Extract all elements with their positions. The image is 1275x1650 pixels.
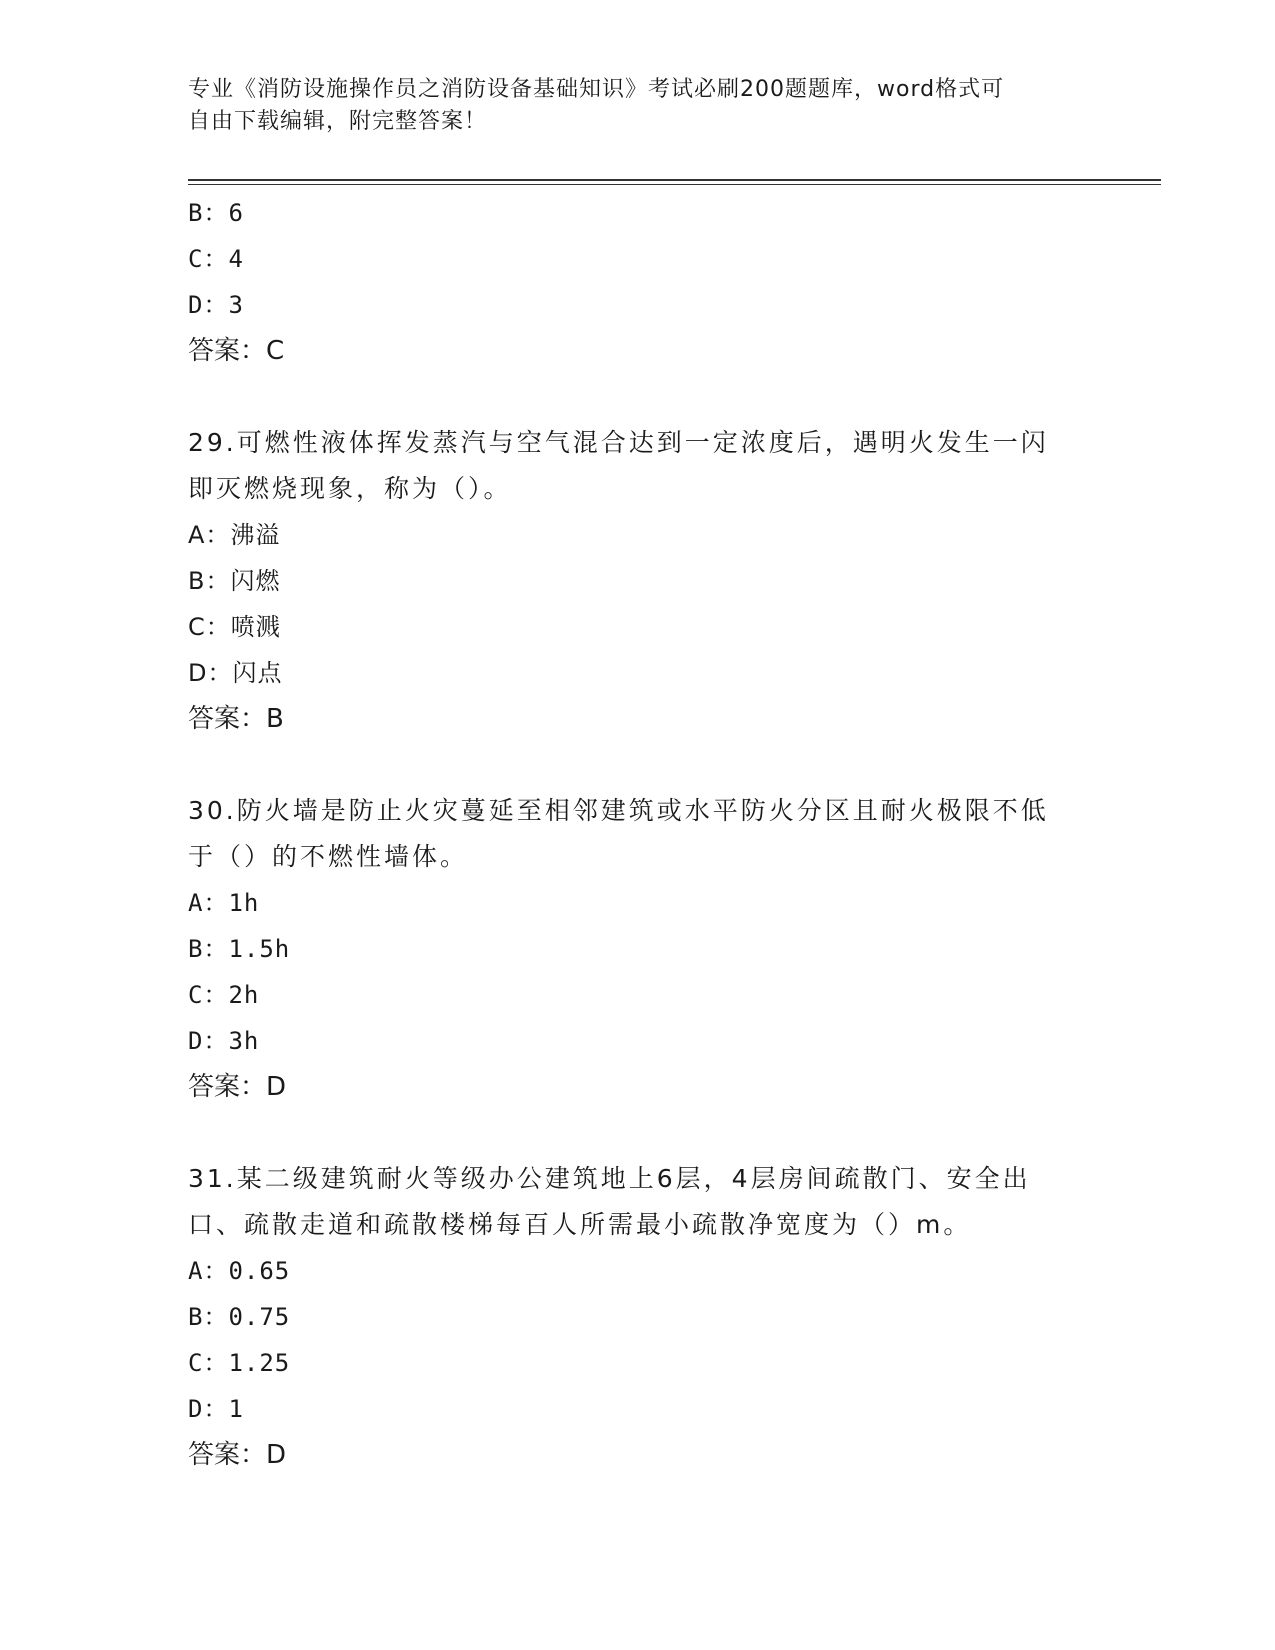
option-c: C：喷溅 [188, 613, 281, 641]
option-d: D：3 [188, 291, 244, 319]
question-31 [188, 1156, 1088, 1478]
option-b: B：6 [188, 199, 244, 227]
question-30 [188, 788, 1088, 1110]
answer: 答案：D [188, 1072, 287, 1102]
option-d: D：闪点 [188, 659, 283, 687]
question-text-line-2: 即灭燃烧现象，称为（）。 [188, 474, 512, 503]
option-a: A：沸溢 [188, 521, 281, 549]
question-text-line-2: 于（）的不燃性墙体。 [188, 842, 469, 871]
answer: 答案：D [188, 1440, 287, 1470]
option-a: A：0.65 [188, 1257, 291, 1285]
question-list [188, 190, 1088, 1478]
answer: 答案：B [188, 704, 284, 734]
question-text-line-1: 30.防火墙是防止火灾蔓延至相邻建筑或水平防火分区且耐火极限不低 [188, 796, 1049, 825]
option-b: B：0.75 [188, 1303, 291, 1331]
question-text-line-1: 29.可燃性液体挥发蒸汽与空气混合达到一定浓度后，遇明火发生一闪 [188, 428, 1049, 457]
option-d: D：3h [188, 1027, 260, 1055]
question-text-line-2: 口、疏散走道和疏散楼梯每百人所需最小疏散净宽度为（）m。 [188, 1210, 972, 1239]
header-line-1: 专业《消防设施操作员之消防设备基础知识》考试必刷200题题库，word格式可 [188, 77, 1005, 102]
option-c: C：4 [188, 245, 244, 273]
option-d: D：1 [188, 1395, 244, 1423]
option-c: C：2h [188, 981, 260, 1009]
answer: 答案：C [188, 336, 285, 366]
question-text-line-1: 31.某二级建筑耐火等级办公建筑地上6层，4层房间疏散门、安全出 [188, 1164, 1031, 1193]
option-a: A：1h [188, 889, 260, 917]
header-divider-thin [188, 184, 1161, 185]
header-line-2: 自由下载编辑，附完整答案！ [188, 109, 488, 134]
option-c: C：1.25 [188, 1349, 291, 1377]
document-header [188, 74, 1078, 138]
question-29 [188, 420, 1088, 742]
header-divider-thick [188, 179, 1161, 181]
question-28-tail [188, 190, 1088, 374]
option-b: B：闪燃 [188, 567, 281, 595]
option-b: B：1.5h [188, 935, 291, 963]
